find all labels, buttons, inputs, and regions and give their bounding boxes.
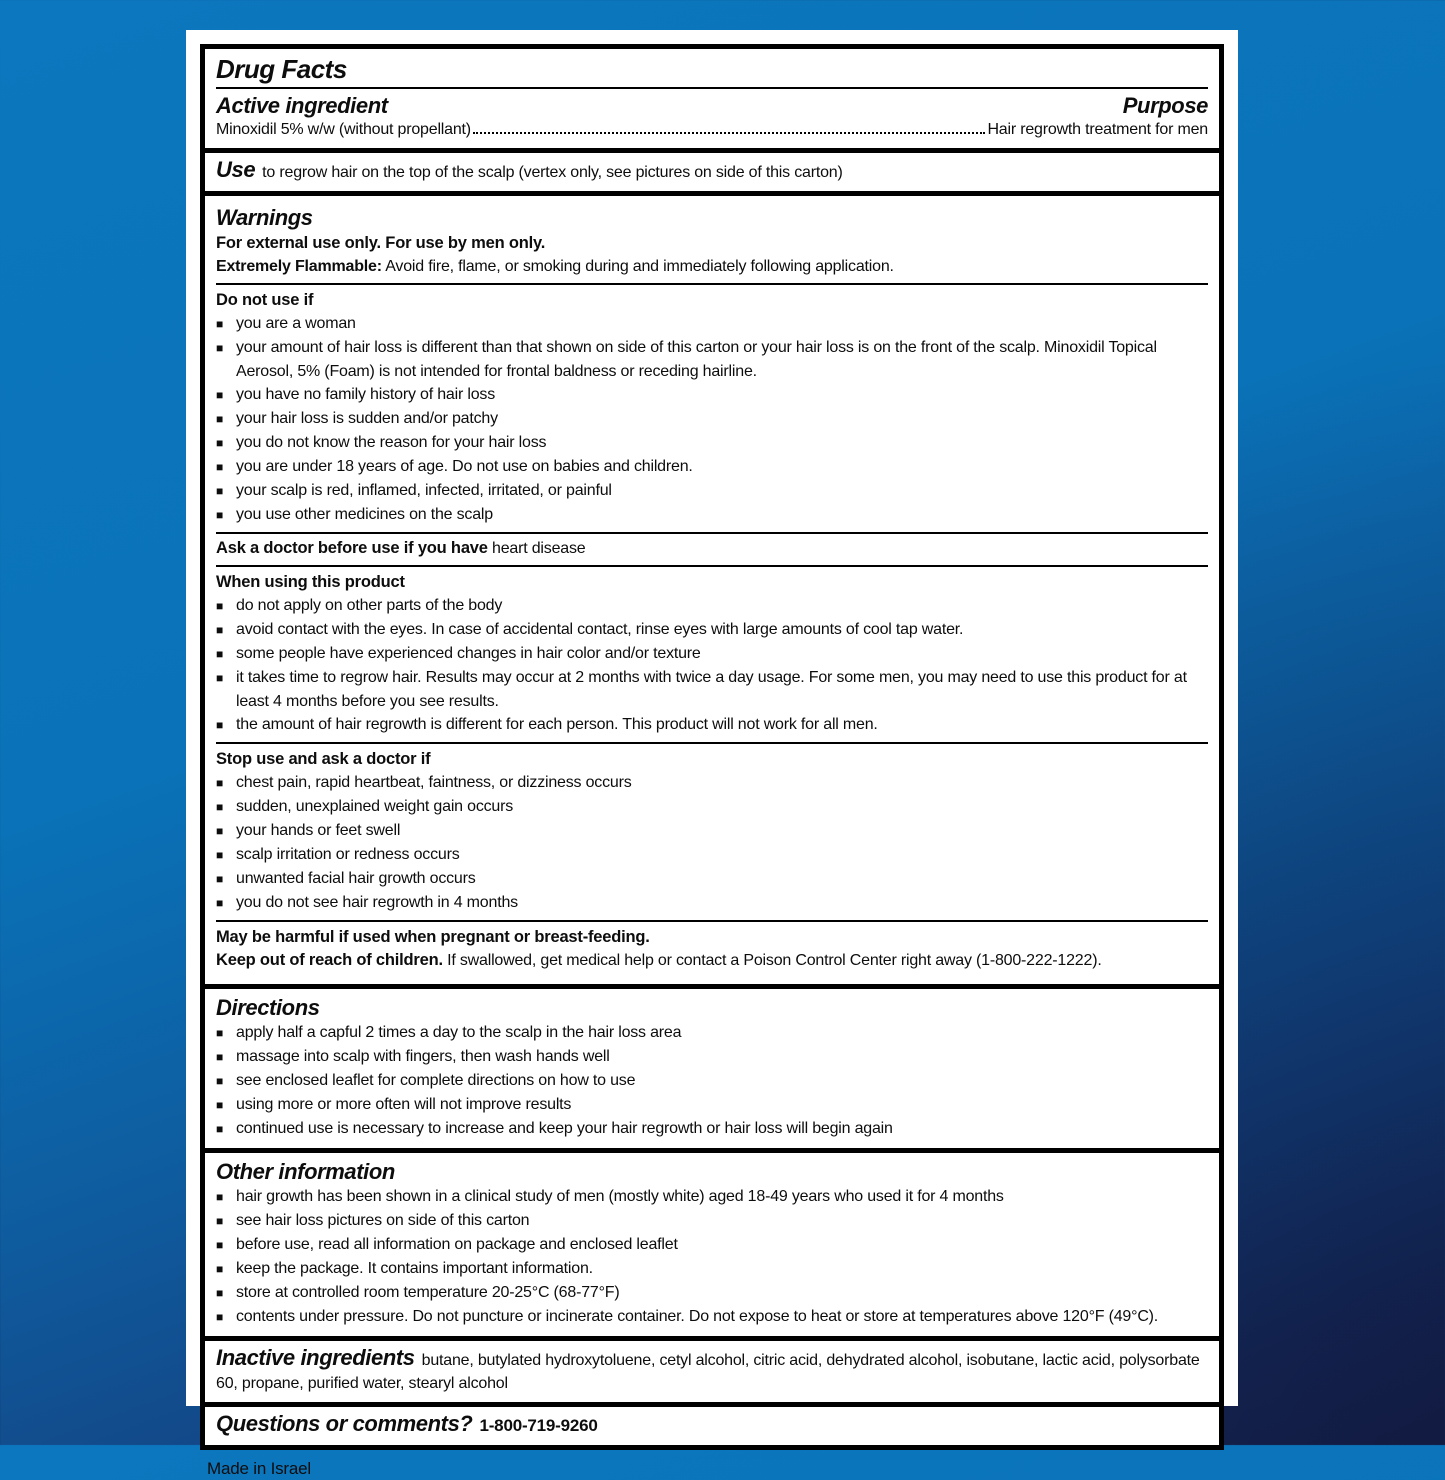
directions-list	[216, 1021, 1208, 1141]
active-ingredient-row	[216, 92, 1208, 119]
other-information-list	[216, 1185, 1208, 1329]
list-item: ■ your hands or feet swell	[216, 819, 1208, 843]
header-rule	[216, 87, 1208, 89]
section-other-information	[205, 1148, 1219, 1336]
when-using-list	[216, 594, 1208, 737]
inactive-ingredients-line	[216, 1346, 1208, 1395]
list-item: ■ using more or more often will not improve results	[216, 1093, 1208, 1117]
made-in-label: Made in Israel	[207, 1459, 311, 1478]
list-item: ■ you do not know the reason for your hair loss	[216, 431, 1208, 455]
do-not-use-block	[216, 283, 1208, 532]
list-item: ■ store at controlled room temperature 20-25°C (68-77°F)	[216, 1281, 1208, 1305]
questions-phone: 1-800-719-9260	[479, 1416, 598, 1435]
keep-out-line	[216, 949, 1208, 972]
warnings-heading: Warnings	[216, 205, 313, 230]
list-item: ■ unwanted facial hair growth occurs	[216, 867, 1208, 891]
flammable-label: Extremely Flammable:	[216, 258, 382, 275]
purpose-value: Hair regrowth treatment for men	[987, 121, 1208, 138]
list-item: ■ you are under 18 years of age. Do not use on babies and children.	[216, 455, 1208, 479]
section-questions	[205, 1402, 1219, 1445]
use-heading: Use	[216, 157, 256, 182]
list-item: ■ see hair loss pictures on side of this carton	[216, 1209, 1208, 1233]
ask-doctor-label: Ask a doctor before use if you have	[216, 539, 488, 557]
pregnancy-line: May be harmful if used when pregnant or breast-feeding.	[216, 928, 650, 946]
section-header	[205, 49, 1219, 148]
list-item: ■ you are a woman	[216, 312, 1208, 336]
flammable-line	[216, 255, 1208, 278]
directions-heading: Directions	[216, 995, 320, 1020]
list-item: ■ your amount of hair loss is different than that shown on side of this carton or your hair loss is on the front of the scalp. Minoxidil Topical Aerosol, 5% (Foam) is not intended for frontal baldness or receding hairline.	[216, 336, 1208, 383]
dot-leader	[473, 132, 986, 134]
list-item: ■ your hair loss is sudden and/or patchy	[216, 407, 1208, 431]
do-not-use-heading: Do not use if	[216, 291, 314, 309]
list-item: ■ sudden, unexplained weight gain occurs	[216, 795, 1208, 819]
list-item: ■ see enclosed leaflet for complete directions on how to use	[216, 1069, 1208, 1093]
ask-doctor-text: heart disease	[492, 540, 586, 557]
active-ingredient-heading: Active ingredient	[216, 93, 388, 118]
section-use	[205, 148, 1219, 191]
do-not-use-list	[216, 312, 1208, 527]
stop-use-list	[216, 771, 1208, 915]
external-use-line: For external use only. For use by men only.	[216, 234, 546, 252]
purpose-heading: Purpose	[1122, 93, 1208, 118]
list-item: ■ you use other medicines on the scalp	[216, 503, 1208, 527]
use-line	[216, 158, 1208, 184]
section-inactive-ingredients	[205, 1336, 1219, 1402]
flammable-text: Avoid fire, flame, or smoking during and immediately following application.	[385, 258, 894, 275]
drug-facts-box	[200, 44, 1224, 1450]
label-panel	[186, 30, 1238, 1478]
list-item: ■ contents under pressure. Do not puncture or incinerate container. Do not expose to heat or store at temperatures above 120°F (49°C).	[216, 1305, 1208, 1329]
section-directions	[205, 984, 1219, 1148]
list-item: ■ chest pain, rapid heartbeat, faintness, or dizziness occurs	[216, 771, 1208, 795]
list-item: ■ some people have experienced changes in hair color and/or texture	[216, 642, 1208, 666]
other-information-heading: Other information	[216, 1159, 395, 1184]
keep-out-text: If swallowed, get medical help or contact a Poison Control Center right away (1-800-222-1222).	[447, 952, 1102, 969]
list-item: ■ your scalp is red, inflamed, infected, irritated, or painful	[216, 479, 1208, 503]
list-item: ■ the amount of hair regrowth is different for each person. This product will not work for all men.	[216, 713, 1208, 737]
list-item: ■ scalp irritation or redness occurs	[216, 843, 1208, 867]
section-warnings	[205, 191, 1219, 984]
list-item: ■ you do not see hair regrowth in 4 months	[216, 891, 1208, 915]
warnings-intro	[216, 201, 1208, 283]
list-item: ■ hair growth has been shown in a clinical study of men (mostly white) aged 18-49 years who used it for 4 months	[216, 1185, 1208, 1209]
list-item: ■ you have no family history of hair loss	[216, 383, 1208, 407]
stop-use-block	[216, 742, 1208, 920]
ask-doctor-line	[216, 537, 1208, 560]
stop-use-heading: Stop use and ask a doctor if	[216, 750, 431, 768]
list-item: ■ apply half a capful 2 times a day to the scalp in the hair loss area	[216, 1021, 1208, 1045]
ask-doctor-block	[216, 532, 1208, 565]
keep-out-label: Keep out of reach of children.	[216, 951, 443, 969]
drug-facts-title: Drug Facts	[216, 54, 347, 84]
list-item: ■ keep the package. It contains important information.	[216, 1257, 1208, 1281]
list-item: ■ massage into scalp with fingers, then wash hands well	[216, 1045, 1208, 1069]
ingredient-purpose-line	[216, 119, 1208, 141]
inactive-ingredients-text: butane, butylated hydroxytoluene, cetyl alcohol, citric acid, dehydrated alcohol, isobutane, lactic acid, polysorbate 60, propane, purified water, stearyl alcohol	[216, 1352, 1200, 1392]
questions-heading: Questions or comments?	[216, 1411, 473, 1436]
active-ingredient-name: Minoxidil 5% w/w (without propellant)	[216, 121, 471, 138]
when-using-heading: When using this product	[216, 573, 405, 591]
inactive-ingredients-heading: Inactive ingredients	[216, 1345, 415, 1370]
list-item: ■ continued use is necessary to increase and keep your hair regrowth or hair loss will begin again	[216, 1117, 1208, 1141]
pregnancy-block	[216, 920, 1208, 977]
use-text: to regrow hair on the top of the scalp (vertex only, see pictures on side of this carton)	[262, 164, 843, 181]
list-item: ■ do not apply on other parts of the body	[216, 594, 1208, 618]
questions-line	[216, 1412, 1208, 1438]
list-item: ■ before use, read all information on package and enclosed leaflet	[216, 1233, 1208, 1257]
list-item: ■ it takes time to regrow hair. Results may occur at 2 months with twice a day usage. For some men, you may need to use this product for at least 4 months before you see results.	[216, 666, 1208, 713]
list-item: ■ avoid contact with the eyes. In case of accidental contact, rinse eyes with large amounts of cool tap water.	[216, 618, 1208, 642]
when-using-block	[216, 565, 1208, 742]
